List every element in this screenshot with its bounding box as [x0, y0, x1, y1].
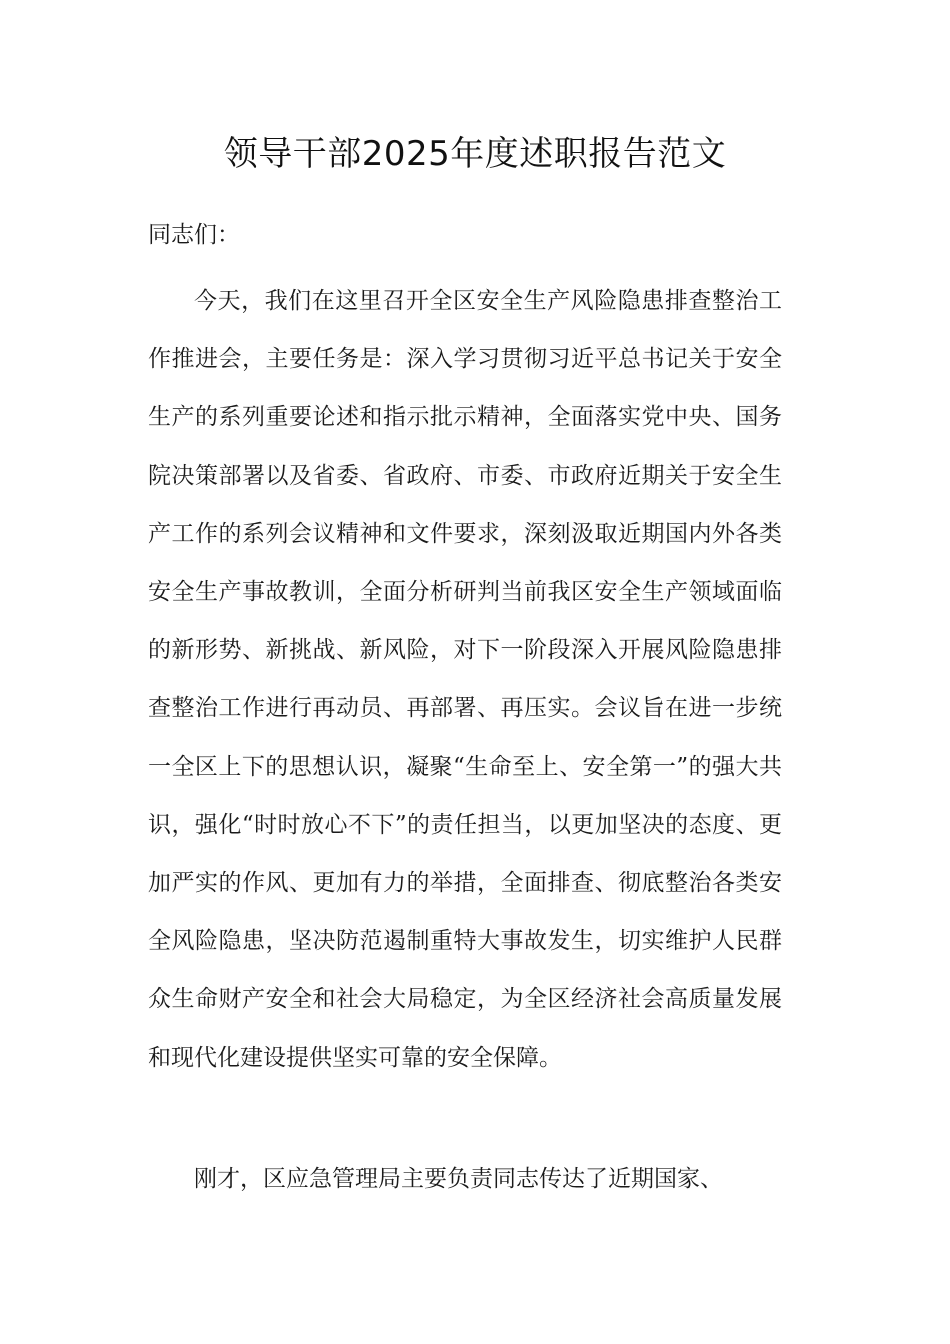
body-paragraph: 刚才，区应急管理局主要负责同志传达了近期国家、 [194, 1166, 723, 1192]
body-paragraph: 今天，我们在这里召开全区安全生产风险隐患排查整治工作推进会，主要任务是：深入学习贯彻习近平总书记关于安全生产的系列重要论述和指示批示精神，全面落实党中央、国务院决策部署以及省委、省政府、市委、市政府近期关于安全生产工作的系列会议精神和文件要求，深刻汲取近期国内外各类安全生产事故教训，全面分析研判当前我区安全生产领域面临的新形势、新挑战、新风险，对下一阶段深入开展风险隐患排查整治工作进行再动员、再部署、再压实。会议旨在进一步统一全区上下的思想认识，凝聚“生命至上、安全第一”的强大共识，强化“时时放心不下”的责任担当，以更加坚决的态度、更加严实的作风、更加有力的举措，全面排查、彻底整治各类安全风险隐患，坚决防范遏制重特大事故发生，切实维护人民群众生命财产安全和社会大局稳定，为全区经济社会高质量发展和现代化建设提供坚实可靠的安全保障。 [148, 288, 782, 1071]
salutation: 同志们： [148, 222, 240, 248]
document-title: 领导干部2025年度述职报告范文 [223, 134, 727, 174]
